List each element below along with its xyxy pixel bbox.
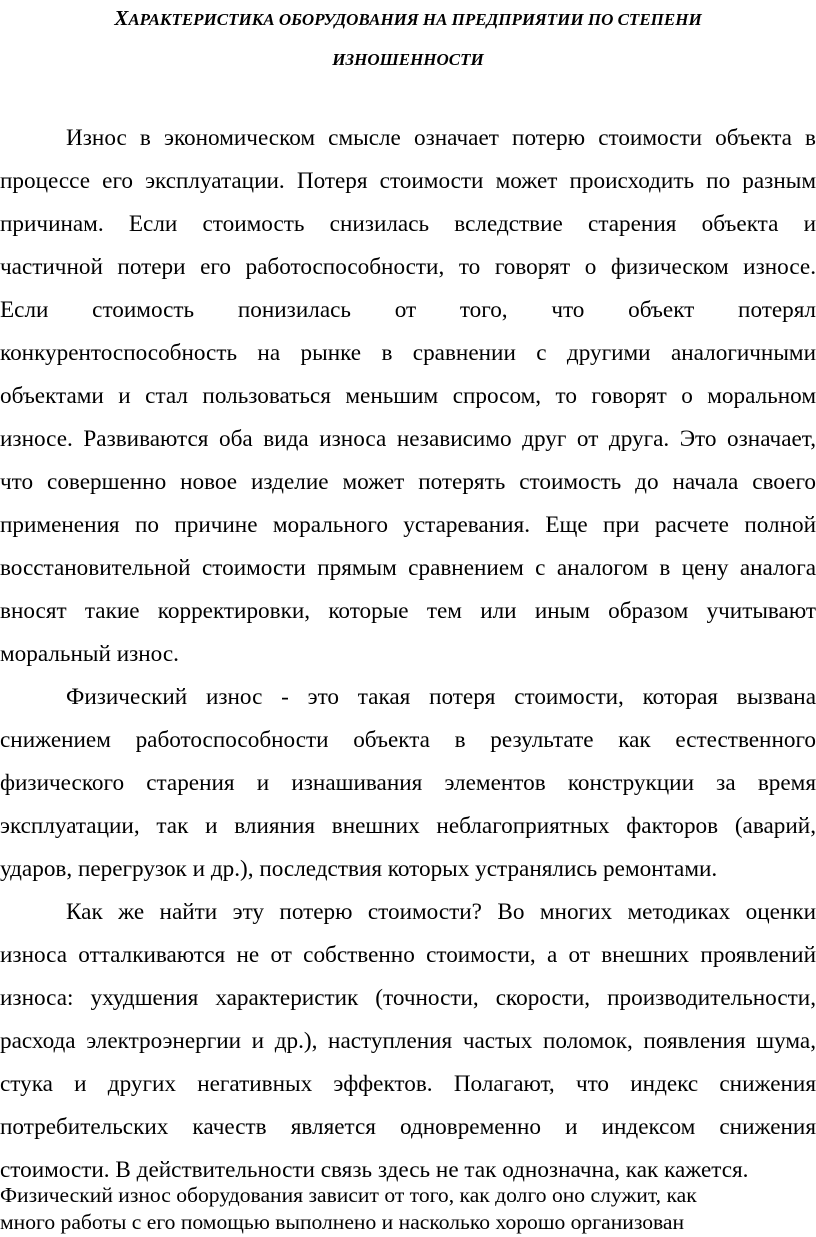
- paragraph-line: Если стоимость понизилась от того, что объект потерял: [0, 297, 816, 323]
- document-title-line-1: [0, 8, 816, 30]
- paragraph-line: восстановительной стоимости прямым сравнением с аналогом в цену аналога: [0, 555, 816, 581]
- title-first-letter: Х: [114, 6, 129, 30]
- paragraph-line: Износ в экономическом смысле означает потерю стоимости объекта в: [66, 125, 816, 151]
- paragraph-line: стоимости. В действительности связь здесь не так однозначна, как кажется.: [0, 1157, 749, 1183]
- paragraph-line: причинам. Если стоимость снизилась вследствие старения объекта и: [0, 211, 816, 237]
- paragraph-line: объектами и стал пользоваться меньшим спросом, то говорят о моральном: [0, 383, 816, 409]
- title-rest: АРАКТЕРИСТИКА ОБОРУДОВАНИЯ НА ПРЕДПРИЯТИИ ПО СТЕПЕНИ: [128, 10, 702, 29]
- paragraph-line: вносят такие корректировки, которые тем или иным образом учитывают: [0, 598, 816, 624]
- paragraph-line: физического старения и изнашивания элементов конструкции за время: [0, 770, 816, 796]
- paragraph-line: Как же найти эту потерю стоимости? Во многих методиках оценки: [66, 899, 816, 925]
- paragraph-line: стука и других негативных эффектов. Полагают, что индекс снижения: [0, 1071, 816, 1097]
- paragraph-line: процессе его эксплуатации. Потеря стоимости может происходить по разным: [0, 168, 816, 194]
- paragraph-line: что совершенно новое изделие может потерять стоимость до начала своего: [0, 469, 816, 495]
- paragraph-line: частичной потери его работоспособности, то говорят о физическом износе.: [0, 254, 816, 280]
- paragraph-line: Физический износ - это такая потеря стоимости, которая вызвана: [66, 684, 816, 710]
- paragraph-line: ударов, перегрузок и др.), последствия которых устранялись ремонтами.: [0, 856, 718, 882]
- paragraph-line: Физический износ оборудования зависит от того, как долго оно служит, как: [0, 1183, 697, 1207]
- document-title-line-2: ИЗНОШЕННОСТИ: [332, 50, 484, 69]
- paragraph-line: потребительских качеств является одновременно и индексом снижения: [0, 1114, 816, 1140]
- paragraph-line: износа: ухудшения характеристик (точности, скорости, производительности,: [0, 985, 816, 1011]
- paragraph-line: моральный износ.: [0, 641, 179, 667]
- paragraph-line: снижением работоспособности объекта в результате как естественного: [0, 727, 816, 753]
- paragraph-line: конкурентоспособность на рынке в сравнении с другими аналогичными: [0, 340, 816, 366]
- paragraph-line: много работы с его помощью выполнено и насколько хорошо организован: [0, 1210, 685, 1234]
- paragraph-line: износе. Развиваются оба вида износа независимо друг от друга. Это означает,: [0, 426, 816, 452]
- paragraph-line: износа отталкиваются не от собственно стоимости, а от внешних проявлений: [0, 942, 816, 968]
- paragraph-line: применения по причине морального устаревания. Еще при расчете полной: [0, 512, 816, 538]
- paragraph-line: расхода электроэнергии и др.), наступления частых поломок, появления шума,: [0, 1028, 816, 1054]
- paragraph-line: эксплуатации, так и влияния внешних неблагоприятных факторов (аварий,: [0, 813, 816, 839]
